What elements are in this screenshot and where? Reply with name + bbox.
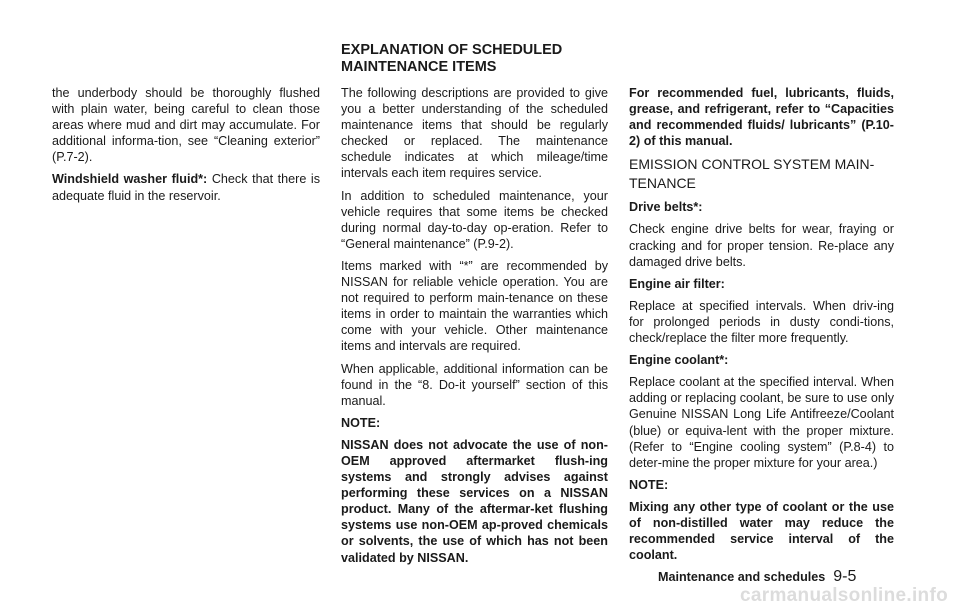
washer-fluid-paragraph <box>52 171 320 203</box>
air-filter-text: Replace at specified intervals. When driv-ing for prolonged periods in dusty condi-tions, check/replace the filter more frequently. <box>629 298 894 346</box>
coolant-note-text: Mixing any other type of coolant or the use of non-distilled water may reduce the recommended service interval of the coolant. <box>629 499 894 563</box>
column-1 <box>52 85 320 210</box>
underbody-paragraph: the underbody should be thoroughly flushed with plain water, being careful to clean those areas where mud and dirt may accumulate. For additional informa-tion, see “Cleaning exterior” (P.7-2). <box>52 86 320 165</box>
drive-belts-label: Drive belts*: <box>629 200 703 215</box>
washer-fluid-text: Check that there is adequate fluid in the reservoir. <box>52 172 320 203</box>
column-2 <box>341 85 608 572</box>
section-title-line1: EXPLANATION OF SCHEDULED <box>341 42 563 58</box>
page-number: 9-5 <box>833 568 857 585</box>
section-title <box>341 42 641 75</box>
intro-paragraph: The following descriptions are provided to give you a better understanding of the scheduled maintenance items that should be regularly checked or replaced. The maintenance schedule indicates at which mileage/time intervals each item requires service. <box>341 86 608 181</box>
emission-control-heading: EMISSION CONTROL SYSTEM MAIN- TENANCE <box>629 156 875 192</box>
section-title-line2: MAINTENANCE ITEMS <box>341 58 497 75</box>
footer-section-name: Maintenance and schedules <box>658 570 826 584</box>
coolant-note-label: NOTE: <box>629 477 669 492</box>
air-filter-label: Engine air filter: <box>629 276 725 291</box>
page-footer <box>658 568 856 586</box>
engine-coolant-text: Replace coolant at the specified interval. When adding or replacing coolant, be sure to use only Genuine NISSAN Long Life Antifreeze/Coolant (blue) or equiva-lent with the proper mixture. (Refer to “Engine cooling system” (P.8-4) to deter-mine the proper mixture for your area.) <box>629 375 894 470</box>
note-label: NOTE: <box>341 415 381 430</box>
engine-coolant-label: Engine coolant*: <box>629 353 729 368</box>
asterisk-items-paragraph: Items marked with “*” are recommended by NISSAN for reliable vehicle operation. You are not required to perform main-tenance on these items in order to maintain the warranties which come with your vehicle. Other maintenance items and intervals are required. <box>341 258 608 354</box>
daily-check-paragraph: In addition to scheduled maintenance, your vehicle requires that some items be checked during normal day-to-day op-eration. Refer to “General maintenance” (P.9-2). <box>341 188 608 251</box>
drive-belts-text: Check engine drive belts for wear, fraying or cracking and for proper tension. Re-place any damaged drive belts. <box>629 222 894 269</box>
washer-fluid-label: Windshield washer fluid*: <box>52 172 208 187</box>
additional-info-paragraph: When applicable, additional information can be found in the “8. Do-it yourself” section of this manual. <box>341 361 608 408</box>
column-3 <box>629 85 894 569</box>
watermark: carmanualsonline.info <box>740 585 948 606</box>
flush-warning-note: NISSAN does not advocate the use of non-OEM approved aftermarket flush-ing systems and strongly advises against performing these services on a NISSAN product. Many of the aftermar-ket flushing systems use non-OEM ap-proved chemicals or solvents, the use of which has not been validated by NISSAN. <box>341 437 608 565</box>
recommended-fluids-paragraph: For recommended fuel, lubricants, fluids, grease, and refrigerant, refer to “Capacities and recommended fluids/ lubricants” (P.10-2) of this manual. <box>629 86 894 149</box>
